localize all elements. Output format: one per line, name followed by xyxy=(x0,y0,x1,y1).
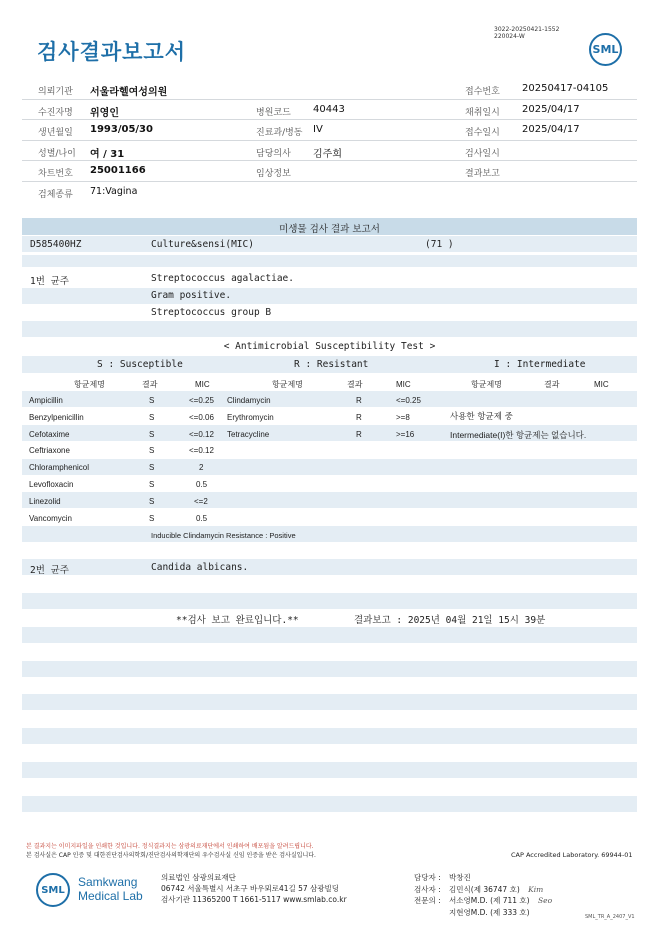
row-band xyxy=(22,492,637,508)
organism1-line: Gram positive. xyxy=(151,290,232,301)
document-id xyxy=(494,26,559,40)
signature-image: Seo xyxy=(538,896,553,905)
patient-info-row xyxy=(22,120,637,141)
drug-result: S xyxy=(149,446,155,455)
drug-name: Levofloxacin xyxy=(29,480,74,489)
drug-result: R xyxy=(356,413,362,422)
drug-name: Erythromycin xyxy=(227,413,274,422)
value-birth-date: 1993/05/30 xyxy=(90,124,153,135)
footer-notes xyxy=(26,842,316,860)
label-clinical-info: 임상정보 xyxy=(256,169,291,179)
staff-role: 전문의 : xyxy=(414,896,441,905)
signature-image: Kim xyxy=(528,884,544,894)
row-band xyxy=(22,459,637,475)
drug-result: S xyxy=(149,480,155,489)
staff-name: 서소영M.D. (제 711 호) xyxy=(449,896,530,905)
drug-name: Ampicillin xyxy=(29,396,63,405)
organism2-name: Candida albicans. xyxy=(151,562,249,573)
col-header-mic: MIC xyxy=(594,380,609,389)
drug-mic: <=0.25 xyxy=(396,396,421,405)
row-band xyxy=(22,661,637,677)
patient-info-row xyxy=(22,79,637,100)
value-receipt-no: 20250417-04105 xyxy=(522,83,609,94)
footer-note-accreditation: 본 검사실은 CAP 인증 및 대한진단검사의학회/진단검사의학재단의 우수검사실 신임 인증을 받은 검사실입니다. xyxy=(26,852,316,859)
value-patient-name: 위영인 xyxy=(90,107,119,119)
legend-resistant: R : Resistant xyxy=(294,359,369,370)
drug-result: R xyxy=(356,396,362,405)
patient-info-row xyxy=(22,182,637,203)
footer-address-block xyxy=(161,872,347,905)
drug-result: S xyxy=(149,514,155,523)
section-title: 미생물 검사 결과 보고서 xyxy=(279,224,380,235)
footer-org-en-2: Medical Lab xyxy=(78,889,143,903)
drug-mic: <=0.06 xyxy=(189,413,214,422)
drug-result: S xyxy=(149,463,155,472)
value-department: IV xyxy=(313,124,323,135)
drug-result: S xyxy=(149,497,155,506)
value-chart-no: 25001166 xyxy=(90,165,146,176)
drug-result: S xyxy=(149,413,155,422)
row-band xyxy=(22,593,637,609)
row-band xyxy=(22,728,637,744)
drug-name: Tetracycline xyxy=(227,430,270,439)
label-department: 진료과/병동 xyxy=(256,128,303,138)
document-id-line1: 3022-20250421-1552 xyxy=(494,26,560,33)
footer-org-name xyxy=(78,875,143,903)
value-specimen: 71:Vagina xyxy=(90,185,138,197)
label-patient-name: 수진자명 xyxy=(38,107,73,118)
row-band xyxy=(22,694,637,710)
drug-result: R xyxy=(356,430,362,439)
row-band xyxy=(22,526,637,542)
patient-info-row xyxy=(22,141,637,162)
row-band xyxy=(22,288,637,304)
drug-name: Chloramphenicol xyxy=(29,463,90,472)
drug-mic: <=2 xyxy=(194,497,208,506)
footer-note-image: 본 결과지는 이미지파일을 인쇄한 것입니다. 정식결과지는 삼광의료재단에서 인쇄하여 배포됨을 알려드립니다. xyxy=(26,843,314,850)
row-band xyxy=(22,255,637,267)
row-band xyxy=(22,391,637,407)
document-id-line2: 220024-W xyxy=(494,33,525,40)
patient-info-row xyxy=(22,100,637,121)
intermediate-note: 사용한 항균제 중 xyxy=(450,412,513,422)
drug-name: Vancomycin xyxy=(29,514,72,523)
drug-result: S xyxy=(149,430,155,439)
staff-row xyxy=(414,872,552,884)
organism1-line: Streptococcus agalactiae. xyxy=(151,273,294,284)
drug-name: Clindamycin xyxy=(227,396,271,405)
legend-intermediate: I : Intermediate xyxy=(494,359,586,370)
label-sex-age: 성별/나이 xyxy=(38,148,76,159)
label-receipt-date: 접수일시 xyxy=(465,128,500,138)
footer-address: 06742 서울특별시 서초구 바우뫼로41길 57 삼광빌딩 xyxy=(161,884,340,893)
test-number: (71 ) xyxy=(425,239,454,250)
row-band xyxy=(22,762,637,778)
row-band xyxy=(22,236,637,252)
value-requesting-org: 서울라헬여성의원 xyxy=(90,87,168,98)
sml-logo: SML xyxy=(589,33,622,66)
label-doctor: 담당의사 xyxy=(256,148,291,159)
drug-name: Cefotaxime xyxy=(29,430,70,439)
drug-mic: <=0.12 xyxy=(189,430,214,439)
row-band xyxy=(22,627,637,643)
footer-org-ko: 의료법인 삼광의료재단 xyxy=(161,873,236,882)
col-header-result: 결과 xyxy=(544,380,560,389)
staff-name: 지현영M.D. (제 333 호) xyxy=(449,907,530,917)
drug-mic: >=16 xyxy=(396,430,415,439)
col-header-result: 결과 xyxy=(142,380,158,389)
drug-mic: <=0.12 xyxy=(189,446,214,455)
organism2-label: 2번 균주 xyxy=(30,565,69,576)
staff-row xyxy=(414,895,552,907)
value-doctor: 김주희 xyxy=(313,148,342,160)
staff-role: 검사자 : xyxy=(414,884,441,894)
col-header-result: 결과 xyxy=(347,380,363,389)
drug-name: Linezolid xyxy=(29,497,61,506)
report-time: 결과보고 : 2025년 04월 21일 15시 39분 xyxy=(354,615,546,626)
drug-mic: 2 xyxy=(199,463,204,472)
patient-info-row xyxy=(22,161,637,182)
form-version: SML_TR_A_2407_V1 xyxy=(585,914,635,920)
value-receipt-date: 2025/04/17 xyxy=(522,124,580,135)
intermediate-note: Intermediate(I)한 항균제는 없습니다. xyxy=(450,430,587,440)
value-hospital-code: 40443 xyxy=(313,103,345,115)
completion-message: **검사 보고 완료입니다.** xyxy=(176,615,299,626)
drug-mic: <=0.25 xyxy=(189,396,214,405)
label-birth-date: 생년월일 xyxy=(38,128,73,138)
value-sex-age: 여 / 31 xyxy=(90,148,125,160)
footer-sml-logo: SML xyxy=(36,873,70,907)
staff-name: 김민식(제 36747 호) xyxy=(449,884,520,894)
drug-mic: 0.5 xyxy=(196,480,208,489)
col-header-drug: 항균제명 xyxy=(74,380,105,389)
row-band xyxy=(22,321,637,337)
col-header-mic: MIC xyxy=(396,380,411,389)
col-header-mic: MIC xyxy=(195,380,210,389)
label-hospital-code: 병원코드 xyxy=(256,107,291,118)
staff-name: 박창진 xyxy=(449,873,471,882)
value-collection-date: 2025/04/17 xyxy=(522,103,580,115)
col-header-drug: 항균제명 xyxy=(272,380,303,389)
ast-title: < Antimicrobial Susceptibility Test > xyxy=(223,341,436,352)
label-report-date: 결과보고 xyxy=(465,169,500,179)
patient-info-table xyxy=(22,79,637,202)
organism1-line: Streptococcus group B xyxy=(151,307,272,318)
test-code: D585400HZ xyxy=(30,239,82,250)
staff-row xyxy=(414,884,552,896)
footer-org-en-1: Samkwang xyxy=(78,875,138,889)
col-header-drug: 항균제명 xyxy=(471,380,502,389)
legend-susceptible: S : Susceptible xyxy=(97,359,183,370)
inducible-clindamycin-note: Inducible Clindamycin Resistance : Positive xyxy=(151,531,296,540)
row-band xyxy=(22,559,637,575)
label-receipt-no: 접수번호 xyxy=(465,87,500,97)
label-chart-no: 차트번호 xyxy=(38,169,73,179)
report-title: 검사결과보고서 xyxy=(37,40,187,64)
drug-result: S xyxy=(149,396,155,405)
staff-row xyxy=(414,907,552,919)
footer-contact: 검사기관 11365200 T 1661-5117 www.smlab.co.kr xyxy=(161,895,347,904)
label-test-date: 검사일시 xyxy=(465,148,500,159)
drug-name: Benzylpenicillin xyxy=(29,413,84,422)
footer-staff-block xyxy=(414,872,552,918)
drug-name: Ceftriaxone xyxy=(29,446,70,455)
label-requesting-org: 의뢰기관 xyxy=(38,87,73,97)
organism1-label: 1번 균주 xyxy=(30,276,69,287)
label-collection-date: 채취일시 xyxy=(465,107,500,118)
label-specimen: 검체종류 xyxy=(38,189,73,200)
drug-mic: >=8 xyxy=(396,413,410,422)
cap-accreditation: CAP Accredited Laboratory. 69944-01 xyxy=(511,851,633,859)
test-name: Culture&sensi(MIC) xyxy=(151,239,254,250)
row-band xyxy=(22,796,637,812)
staff-role: 담당자 : xyxy=(414,873,441,882)
drug-mic: 0.5 xyxy=(196,514,208,523)
